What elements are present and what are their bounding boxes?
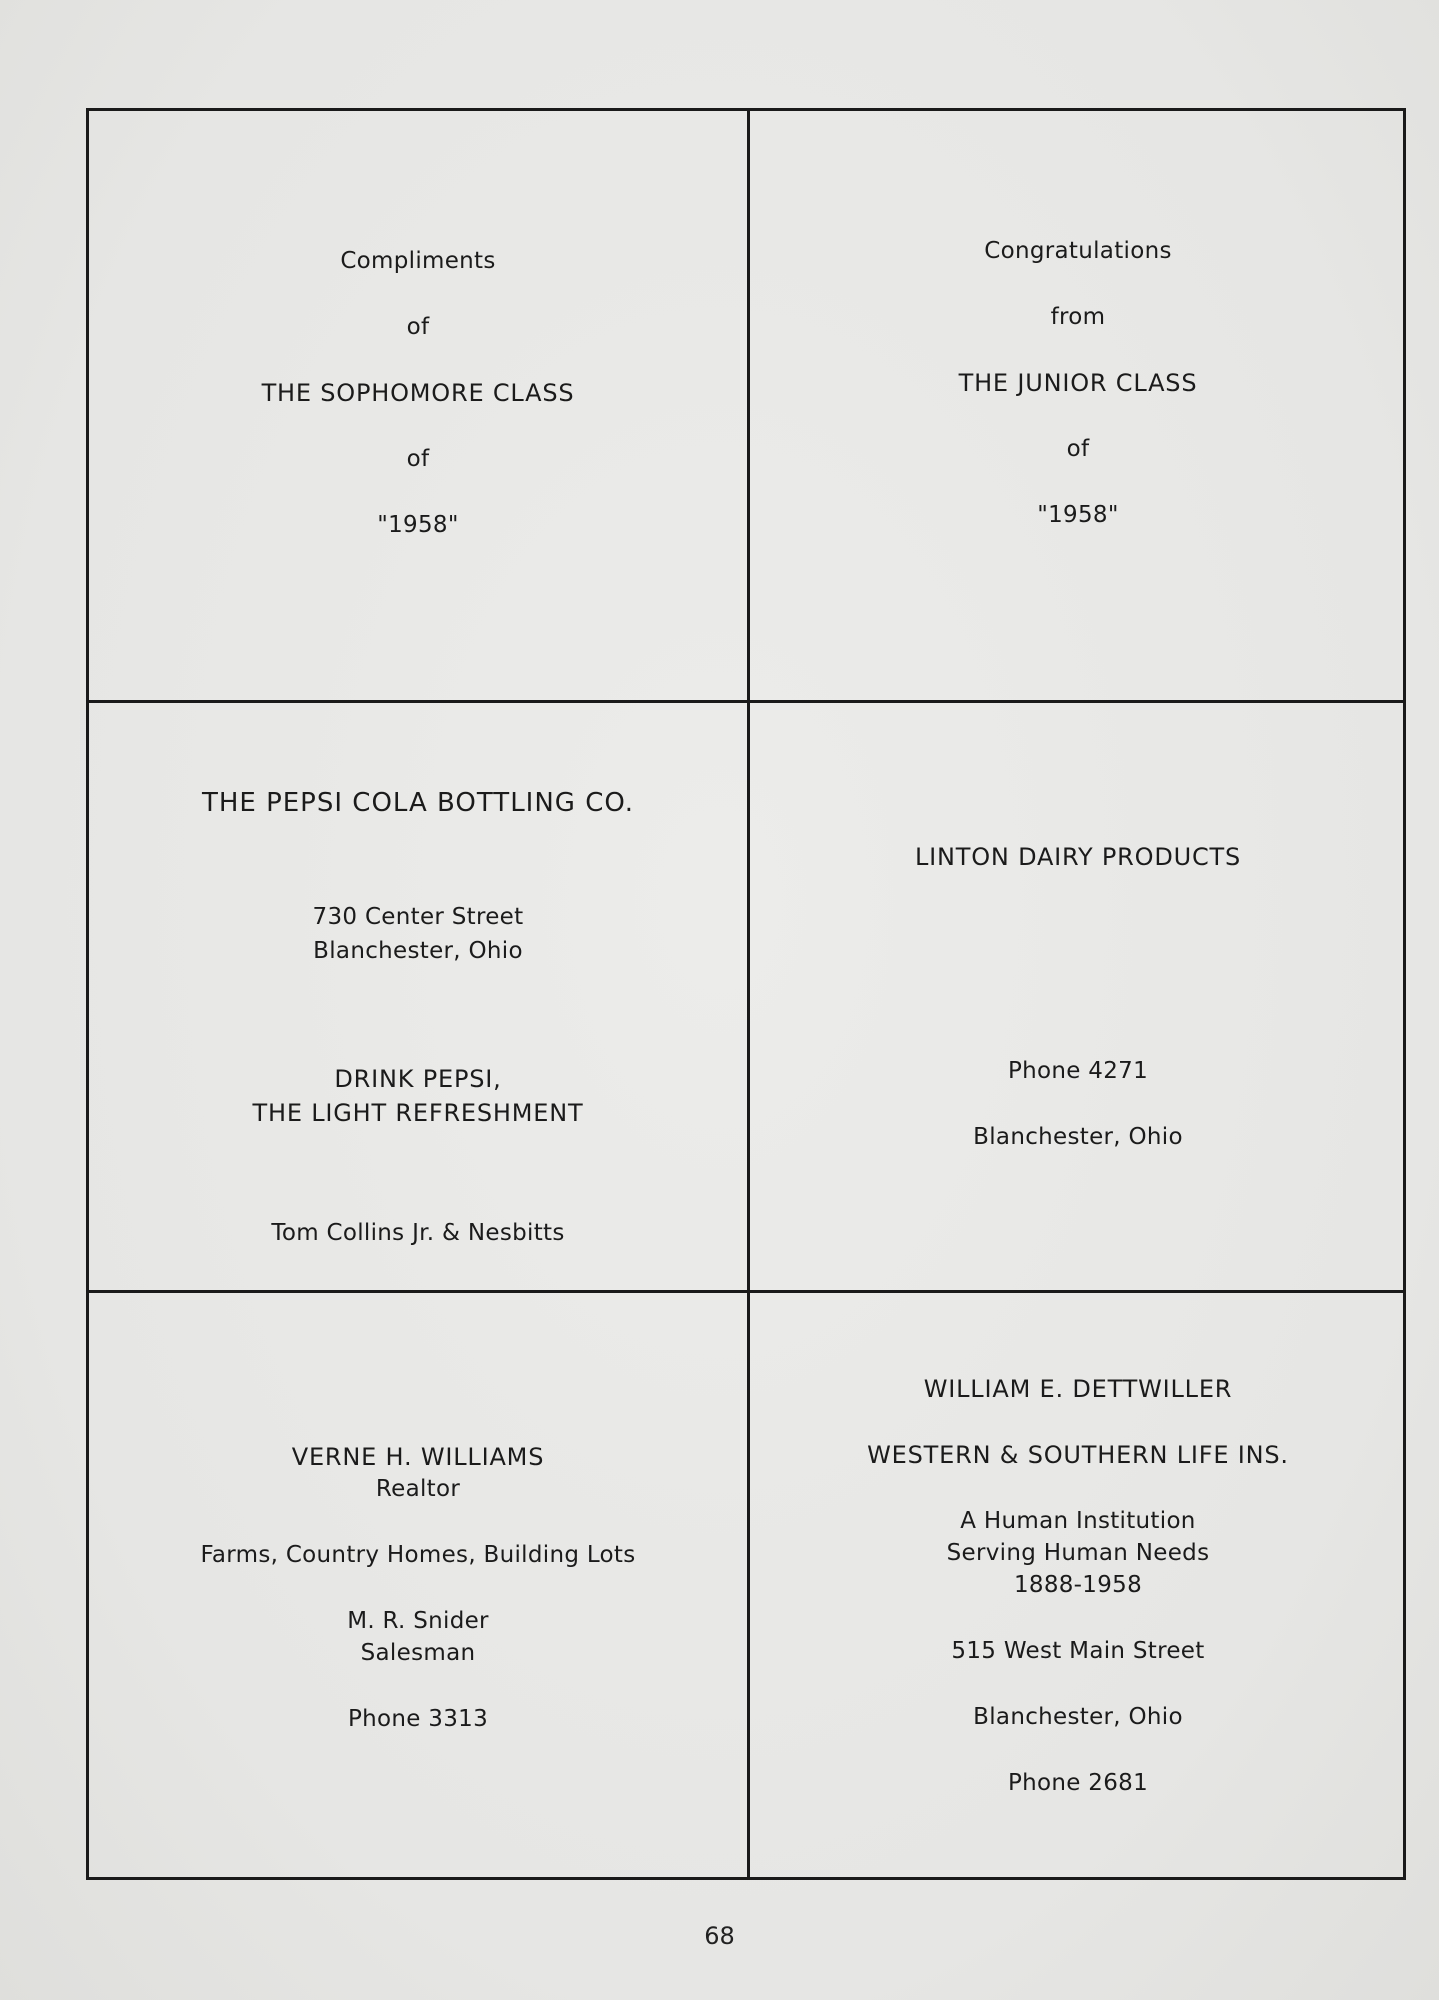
ad-dettwiller-line-5: 1888-1958	[1013, 1572, 1143, 1598]
ad-dettwiller-line-3: A Human Institution	[960, 1508, 1196, 1534]
ad-pepsi-cola	[89, 703, 750, 1293]
ad-junior-line-5: "1958"	[1037, 502, 1119, 528]
ad-junior-line-2: from	[1050, 304, 1106, 330]
ad-dettwiller	[750, 1293, 1406, 1877]
ad-williams-line-5: Salesman	[360, 1640, 476, 1666]
ad-pepsi-line-5: THE LIGHT REFRESHMENT	[252, 1099, 584, 1127]
ad-dettwiller-line-4: Serving Human Needs	[946, 1540, 1210, 1566]
ad-junior-line-4: of	[1066, 436, 1090, 462]
ad-dettwiller-line-6: 515 West Main Street	[951, 1638, 1205, 1664]
ad-junior-line-3: THE JUNIOR CLASS	[958, 369, 1198, 397]
ad-linton-line-1: LINTON DAIRY PRODUCTS	[914, 843, 1242, 871]
ad-sophomore-line-3: THE SOPHOMORE CLASS	[261, 379, 575, 407]
ad-williams-line-3: Farms, Country Homes, Building Lots	[200, 1542, 636, 1568]
ad-pepsi-line-4: DRINK PEPSI,	[334, 1065, 502, 1093]
ad-pepsi-line-3: Blanchester, Ohio	[313, 938, 523, 964]
ad-pepsi-line-6: Tom Collins Jr. & Nesbitts	[271, 1220, 565, 1246]
ad-williams-line-4: M. R. Snider	[347, 1608, 489, 1634]
ad-sophomore-line-5: "1958"	[377, 512, 459, 538]
ad-pepsi-line-2: 730 Center Street	[312, 904, 524, 930]
advertisement-grid	[86, 108, 1406, 1880]
ad-williams-line-2: Realtor	[375, 1476, 461, 1502]
ad-junior-line-1: Congratulations	[984, 238, 1172, 264]
ad-linton-line-3: Blanchester, Ohio	[973, 1124, 1183, 1150]
ad-dettwiller-line-7: Blanchester, Ohio	[973, 1704, 1183, 1730]
ad-pepsi-line-1: THE PEPSI COLA BOTTLING CO.	[201, 788, 635, 818]
page-number: 68	[704, 1922, 735, 1950]
ad-sophomore-class	[89, 111, 750, 703]
ad-verne-williams	[89, 1293, 750, 1877]
ad-dettwiller-line-1: WILLIAM E. DETTWILLER	[923, 1375, 1233, 1403]
ad-junior-class	[750, 111, 1406, 703]
ad-williams-line-1: VERNE H. WILLIAMS	[291, 1443, 545, 1471]
ad-linton-dairy	[750, 703, 1406, 1293]
ad-dettwiller-line-8: Phone 2681	[1007, 1770, 1149, 1796]
ad-sophomore-line-1: Compliments	[340, 248, 496, 274]
ad-linton-line-2: Phone 4271	[1007, 1058, 1149, 1084]
ad-sophomore-line-4: of	[406, 446, 430, 472]
ad-sophomore-line-2: of	[406, 314, 430, 340]
ad-williams-line-6: Phone 3313	[347, 1706, 489, 1732]
ad-dettwiller-line-2: WESTERN & SOUTHERN LIFE INS.	[867, 1441, 1289, 1469]
